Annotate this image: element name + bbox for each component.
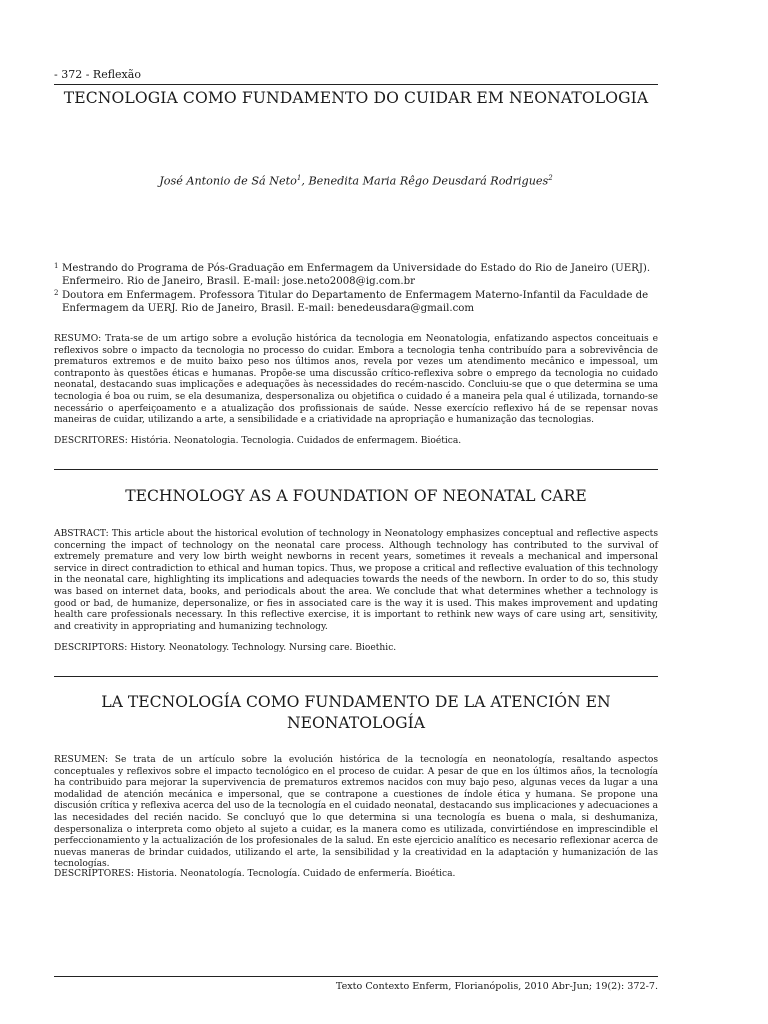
affiliation-1-text: Mestrando do Programa de Pós-Graduação em Enfermagem da Universidade do Estado do Rio de Janeiro (UERJ). Enfermeiro. Rio de Janeiro, Brasil. E-mail: jose.neto2008@ig.com.br bbox=[62, 263, 651, 288]
author-2-affiliation-mark: 2 bbox=[548, 174, 553, 182]
authors-line bbox=[54, 174, 658, 188]
resumo-paragraph: RESUMO: Trata-se de um artigo sobre a evolução histórica da tecnologia em Neonatologia, enfatizando aspectos conceituais e reflexivos sobre o impacto da tecnologia no processo do cuidar. Embora a tecnologia tenha contribuído para a sobrevivência de prematuros extremos e de muito baixo peso nos últimos anos, revela por vezes um atendimento mecânico e impessoal, um contraponto às questões éticas e humanas. Propõe-se uma discussão crítico-reflexiva sobre o emprego da tecnologia no cuidado neonatal, destacando suas implicações e adequações às necessidades do recém-nascido. Concluiu-se que o que determina se uma tecnologia é boa ou ruim, se ela desumaniza, despersonaliza ou objetifica o cuidado é a maneira pela qual é utilizada, tornando-se necessário o aperfeiçoamento e a atualização dos profissionais de saúde. Nesse exercício reflexivo há de se repensar novas maneiras de cuidar, utilizando a arte, a sensibilidade e a criatividade na apropriação e humanização das tecnologias. bbox=[54, 334, 658, 426]
author-1-affiliation-mark: 1 bbox=[296, 174, 302, 182]
title-spanish: LA TECNOLOGÍA COMO FUNDAMENTO DE LA ATENCIÓN EN NEONATOLOGÍA bbox=[101, 693, 611, 732]
author-2: Benedita Maria Rêgo Deusdará Rodrigues bbox=[308, 174, 549, 188]
affiliation-1 bbox=[54, 262, 658, 288]
title-portuguese: TECNOLOGIA COMO FUNDAMENTO DO CUIDAR EM NEONATOLOGIA bbox=[63, 89, 649, 107]
header-rule bbox=[54, 84, 658, 85]
author-1: José Antonio de Sá Neto bbox=[159, 174, 297, 188]
footer-rule bbox=[54, 976, 658, 977]
running-head: - 372 - Reflexão bbox=[54, 68, 141, 81]
journal-citation-footer: Texto Contexto Enferm, Florianópolis, 2010 Abr-Jun; 19(2): 372-7. bbox=[335, 981, 658, 992]
affiliation-1-number: 1 bbox=[54, 262, 59, 270]
descriptors-line: DESCRIPTORS: History. Neonatology. Technology. Nursing care. Bioethic. bbox=[54, 643, 397, 653]
title-english: TECHNOLOGY AS A FOUNDATION OF NEONATAL CARE bbox=[125, 487, 587, 505]
abstract-paragraph: ABSTRACT: This article about the historical evolution of technology in Neonatology emphasizes conceptual and reflective aspects concerning the impact of technology on the neonatal care process. Although technology has contributed to the survival of extremely premature and very low birth weight newborns in recent years, sometimes it reveals a mechanical and impersonal service in direct contradiction to ethical and human topics. Thus, we propose a critical and reflective evaluation of this technology in the neonatal care, highlighting its implications and adequacies towards the needs of the newborn. In order to do so, this study was based on internet data, books, and periodicals about the area. We conclude that what determines whether a technology is good or bad, de humanize, depersonalize, or fies in associated care is the way it is used. This makes improvement and updating health care professionals necessary. In this reflective exercise, it is important to rethink new ways of care using art, sensitivity, and creativity in appropriating and humanizing technology. bbox=[54, 529, 658, 632]
descritores-line: DESCRITORES: História. Neonatologia. Tecnologia. Cuidados de enfermagem. Bioética. bbox=[54, 436, 462, 446]
section-rule-1 bbox=[54, 469, 658, 470]
affiliation-2-text: Doutora em Enfermagem. Professora Titular do Departamento de Enfermagem Materno-Infantil da Faculdade de Enfermagem da UERJ. Rio de Janeiro, Brasil. E-mail: benedeusdara@gmail.com bbox=[62, 290, 649, 315]
affiliation-2-number: 2 bbox=[54, 289, 59, 297]
descriptores-es-line: DESCRIPTORES: Historia. Neonatología. Tecnología. Cuidado de enfermería. Bioética. bbox=[54, 869, 456, 879]
affiliation-2 bbox=[54, 289, 658, 315]
resumen-paragraph: RESUMEN: Se trata de un artículo sobre la evolución histórica de la tecnología en neonatología, resaltando aspectos conceptuales y reflexivos sobre el impacto tecnológico en el proceso de cuidar. A pesar de que en los últimos años, la tecnología ha contribuido para mejorar la supervivencia de prematuros extremos nacidos con muy bajo peso, algunas veces da lugar a una modalidad de atención mecánica e impersonal, que se contrapone a cuestiones de índole ética y humana. Se propone una discusión crítica y reflexiva acerca del uso de la tecnología en el cuidado neonatal, destacando sus implicaciones y adecuaciones a las necesidades del recién nacido. Se concluyó que lo que determina si una tecnología es buena o mala, si deshumaniza, despersonaliza o interpreta como objeto al sujeto a cuidar, es la manera como es utilizada, convirtiéndose en imprescindible el perfeccionamiento y la actualización de los profesionales de la salud. En este ejercicio analítico es necesario reflexionar acerca de nuevas maneras de brindar cuidados, utilizando el arte, la sensibilidad y la creatividad en la adaptación y humanización de las tecnologías. bbox=[54, 755, 658, 870]
section-rule-2 bbox=[54, 676, 658, 677]
author-separator: , bbox=[301, 174, 309, 188]
